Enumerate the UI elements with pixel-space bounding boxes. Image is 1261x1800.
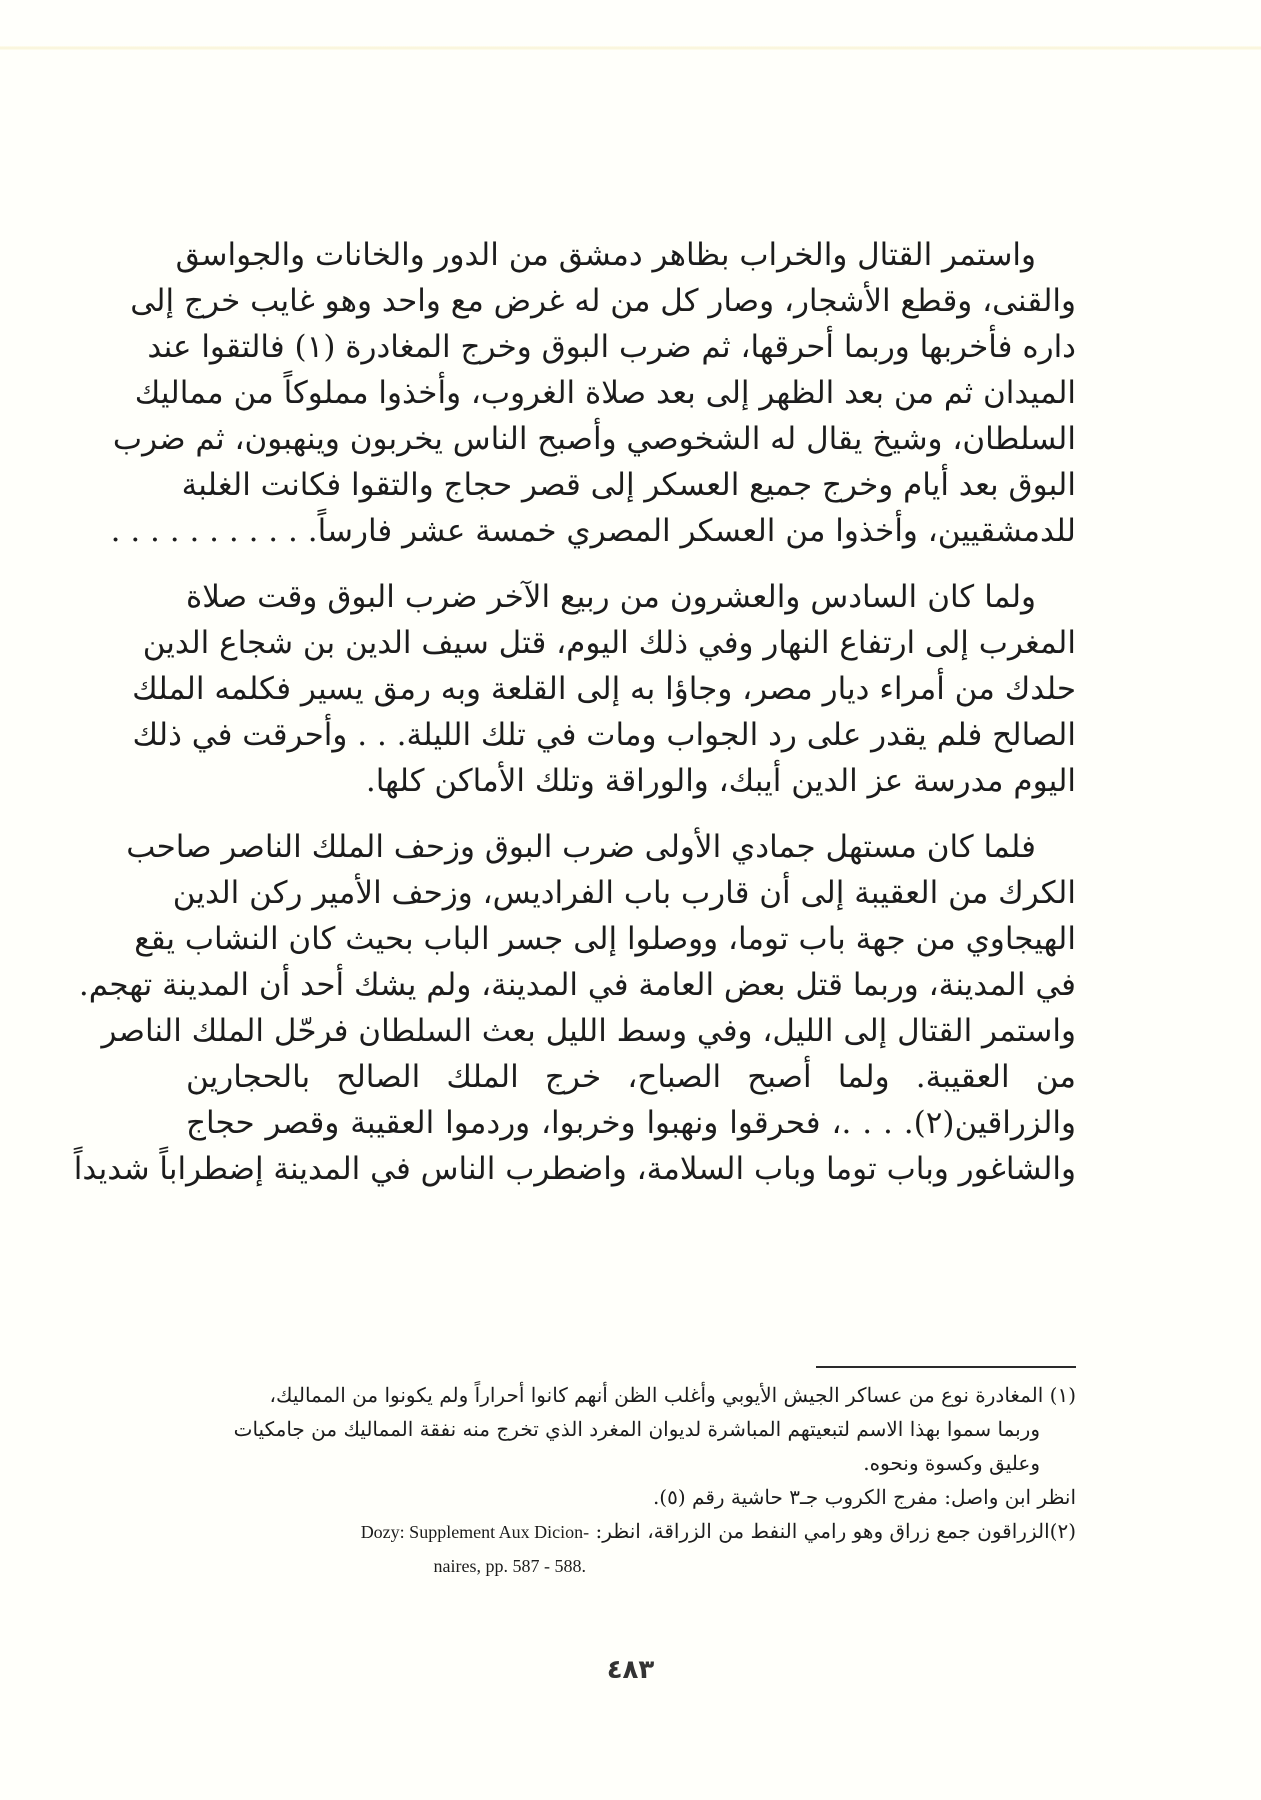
text-line: داره فأخربها وربما أحرقها، ثم ضرب البوق وخرج المغادرة (١) فالتقوا عند [147,329,1076,365]
footnote-line: وربما سموا بهذا الاسم لتبعيتهم المباشرة لديوان المغرد الذي تخرج منه نفقة المماليك من جامكيات [233,1417,1040,1441]
text-line: والشاغور وباب توما وباب السلامة، واضطرب الناس في المدينة إضطراباً شديداً [73,1151,1076,1187]
text-line: واستمر القتال والخراب بظاهر دمشق من الدور والخانات والجواسق [175,237,1036,273]
text-line: في المدينة، وربما قتل بعض العامة في المدينة، ولم يشك أحد أن المدينة تهجم. [78,967,1076,1003]
footnote-latin-reference: Dozy: Supplement Aux Dicion- [360,1522,590,1542]
footnote-latin-continuation: naires, pp. 587 - 588. [433,1556,586,1576]
paragraph-2 [132,574,1076,804]
footnote-line [186,1548,1076,1582]
paragraph-3 [73,824,1076,1192]
footnote-divider [816,1366,1076,1368]
text-line: للدمشقيين، وأخذوا من العسكر المصري خمسة عشر فارساً. . . . . . . . . . . [110,513,1076,549]
text-line: الهيجاوي من جهة باب توما، ووصلوا إلى جسر الباب بحيث كان النشاب يقع [134,921,1076,957]
text-line: واستمر القتال إلى الليل، وفي وسط الليل بعث السلطان فرحّل الملك الناصر [101,1013,1076,1049]
footnote-line: (١) المغادرة نوع من عساكر الجيش الأيوبي وأغلب الظن أنهم كانوا أحراراً ولم يكونوا من المماليك، [269,1383,1076,1407]
footnote-line [186,1514,1076,1548]
paragraph-1 [110,232,1076,554]
body-text [73,232,1076,1192]
text-line: والقنى، وقطع الأشجار، وصار كل من له غرض مع واحد وهو غايب خرج إلى [130,283,1076,319]
text-line: من العقيبة. ولما أصبح الصباح، خرج الملك الصالح بالحجارين [186,1059,1076,1095]
footnote-line: وعليق وكسوة ونحوه. [863,1451,1040,1475]
text-line: المغرب إلى ارتفاع النهار وفي ذلك اليوم، قتل سيف الدين بن شجاع الدين [142,625,1076,661]
footnote-2 [186,1514,1076,1582]
text-line: اليوم مدرسة عز الدين أيبك، والوراقة وتلك الأماكن كلها. [365,763,1076,799]
text-line: الميدان ثم من بعد الظهر إلى بعد صلاة الغروب، وأخذوا مملوكاً من مماليك [134,375,1076,411]
footnote-1 [186,1378,1076,1514]
page-number: ٤٨٣ [606,1655,655,1685]
text-line: ولما كان السادس والعشرون من ربيع الآخر ضرب البوق وقت صلاة [186,579,1036,615]
text-line: الكرك من العقيبة إلى أن قارب باب الفراديس، وزحف الأمير ركن الدين [172,875,1076,911]
text-line: السلطان، وشيخ يقال له الشخوصي وأصبح الناس يخربون وينهبون، ثم ضرب [112,421,1076,457]
footnotes [186,1378,1076,1582]
footnote-line: انظر ابن واصل: مفرج الكروب جـ٣ حاشية رقم (٥). [652,1485,1076,1509]
text-line: فلما كان مستهل جمادي الأولى ضرب البوق وزحف الملك الناصر صاحب [126,829,1036,865]
text-line: البوق بعد أيام وخرج جميع العسكر إلى قصر حجاج والتقوا فكانت الغلبة [181,467,1076,503]
text-line: حلدك من أمراء ديار مصر، وجاؤا به إلى القلعة وبه رمق يسير فكلمه الملك [132,671,1076,707]
text-line: والزراقين(٢). . . .، فحرقوا ونهبوا وخربوا، وردموا العقيبة وقصر حجاج [186,1105,1076,1141]
text-line: الصالح فلم يقدر على رد الجواب ومات في تلك الليلة. . . وأحرقت في ذلك [132,717,1076,753]
footnote-arabic: (٢)الزراقون جمع زراق وهو رامي النفط من الزراقة، انظر: [595,1519,1076,1543]
